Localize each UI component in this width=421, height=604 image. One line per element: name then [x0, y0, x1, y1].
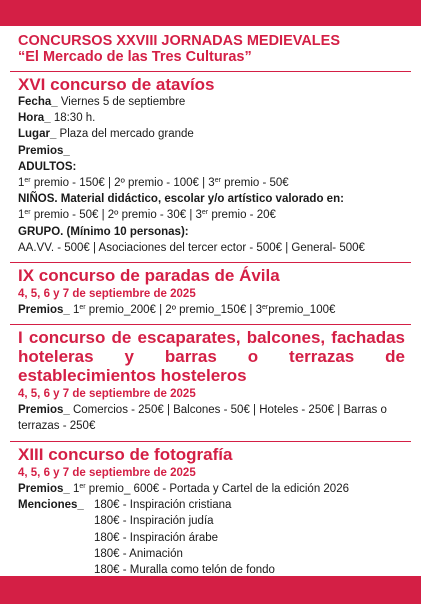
- premios-label: Premios_: [18, 482, 70, 495]
- section-title: XIII concurso de fotografía: [18, 444, 233, 464]
- lugar-label: Lugar_: [18, 128, 57, 141]
- section-title: IX concurso de paradas de Ávila: [18, 266, 280, 286]
- top-band: [0, 0, 421, 26]
- section-paradas: [0, 266, 421, 318]
- ninos-prizes: 1er premio - 50€ | 2º premio - 30€ | 3er premio - 20€: [18, 209, 276, 222]
- premios-line: Premios_ 1er premio_200€ | 2º premio_150€ | 3erpremio_100€: [18, 304, 336, 317]
- section-fotografia: [0, 445, 421, 579]
- ninos-label: NIÑOS. Material didáctico, escolar y/o artístico valorado en:: [18, 193, 344, 206]
- grupo-prizes: AA.VV. - 500€ | Asociaciones del tercer ector - 500€ | General- 500€: [18, 241, 365, 254]
- adultos-prizes: 1er premio - 150€ | 2º premio - 100€ | 3er premio - 50€: [18, 177, 289, 190]
- grupo-line: [18, 224, 405, 240]
- list-item: 180€ - Inspiración judía: [94, 515, 214, 528]
- hora-value: 18:30 h.: [53, 112, 96, 125]
- menciones-block: [18, 497, 405, 579]
- hora-line: [18, 110, 405, 126]
- divider: [10, 71, 411, 72]
- premios-value: Comercios - 250€ | Balcones - 50€ | Hoteles - 250€ | Barras o terrazas - 250€: [18, 404, 387, 433]
- fecha-label: Fecha_: [18, 96, 58, 108]
- divider: [10, 441, 411, 442]
- section-title: XVI concurso de atavíos: [18, 75, 215, 94]
- section-title: I concurso de escaparates, balcones, fachadas hoteleras y barras o terrazas de establecimientos hosteleros: [18, 328, 405, 386]
- lugar-line: [18, 126, 405, 142]
- fecha-value: Viernes 5 de septiembre: [60, 96, 186, 108]
- list-item: 180€ - Inspiración árabe: [94, 531, 219, 544]
- premios-line: [18, 143, 405, 159]
- divider: [10, 324, 411, 325]
- grupo-label: GRUPO. (Mínimo 10 personas):: [18, 225, 189, 238]
- list-item: 180€ - Animación: [94, 548, 183, 561]
- section-date: 4, 5, 6 y 7 de septiembre de 2025: [18, 288, 196, 301]
- fecha-line: [18, 94, 405, 110]
- ninos-line: [18, 191, 405, 207]
- section-date: 4, 5, 6 y 7 de septiembre de 2025: [18, 388, 196, 401]
- bottom-band: [0, 576, 421, 604]
- section-escaparates: [0, 328, 421, 434]
- menciones-label: Menciones_: [18, 498, 84, 511]
- document-body: [0, 26, 421, 579]
- adultos-line: [18, 159, 405, 175]
- premios-label: Premios_: [18, 144, 70, 157]
- list-item: 180€ - Muralla como telón de fondo: [94, 564, 275, 577]
- premios-line: [18, 402, 405, 434]
- hora-label: Hora_: [18, 112, 51, 125]
- premios-line: Premios_ 1er premio_ 600€ - Portada y Cartel de la edición 2026: [18, 482, 349, 495]
- document-header: [0, 26, 421, 65]
- header-title: CONCURSOS XXVIII JORNADAS MEDIEVALES: [18, 33, 341, 49]
- divider: [10, 262, 411, 263]
- lugar-value: Plaza del mercado grande: [59, 128, 194, 141]
- header-subtitle: “El Mercado de las Tres Culturas”: [18, 49, 252, 65]
- section-atavios: [0, 75, 421, 256]
- premios-label: Premios_: [18, 304, 70, 317]
- premios-label: Premios_: [18, 404, 70, 417]
- list-item: 180€ - Inspiración cristiana: [94, 498, 232, 511]
- adultos-label: ADULTOS:: [18, 160, 77, 173]
- section-date: 4, 5, 6 y 7 de septiembre de 2025: [18, 466, 196, 479]
- menciones-list: [94, 497, 405, 579]
